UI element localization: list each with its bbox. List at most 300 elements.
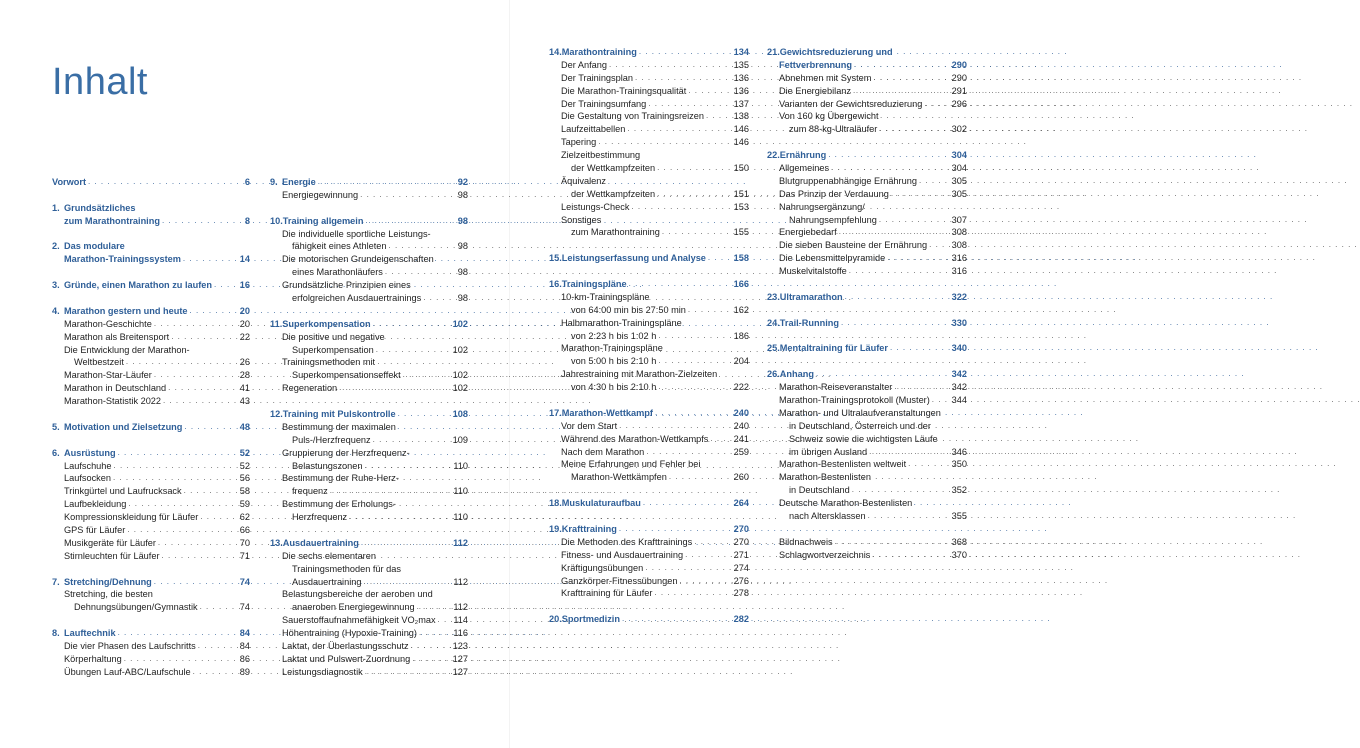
chapter-number: 1. <box>52 202 60 213</box>
toc-entry-text: Kräftigungsübungen <box>561 562 644 573</box>
toc-entry <box>270 511 468 524</box>
toc-entry <box>767 420 967 433</box>
page-number: 282 <box>733 614 749 625</box>
page-number: 98 <box>457 241 468 252</box>
dot-leader <box>932 394 950 407</box>
dot-leader <box>622 613 732 626</box>
dot-leader <box>646 446 731 459</box>
toc-entry-label <box>52 279 212 292</box>
dot-leader <box>423 292 452 305</box>
chapter-number: 6. <box>52 447 60 458</box>
toc-entry-text: von 4:30 h bis 2:10 h <box>571 382 657 393</box>
toc-entry-text: Grundsätzliche Prinzipien eines <box>282 280 411 291</box>
dot-leader <box>639 46 732 59</box>
toc-entry <box>549 291 749 304</box>
dot-leader <box>654 587 731 600</box>
page-number: 270 <box>733 523 749 534</box>
toc-entry-text: Weltbestzeit <box>74 357 124 368</box>
toc-entry <box>270 266 468 279</box>
toc-entry <box>52 460 250 473</box>
page-number: 108 <box>452 409 468 420</box>
toc-entry-text: Marathon-Reiseveranstalter <box>779 382 893 393</box>
page-number: 352 <box>951 485 967 496</box>
page-number: 127 <box>452 653 468 664</box>
page-number: 355 <box>951 511 967 522</box>
page-number: 70 <box>239 537 250 548</box>
toc-entry-label <box>549 226 660 239</box>
toc-entry-text: Körperhaltung <box>64 653 122 664</box>
dot-leader <box>128 498 234 511</box>
toc-entry-label <box>549 317 682 330</box>
toc-entry-text: Trainingsmethoden mit <box>282 357 376 368</box>
toc-entry-label <box>767 214 877 227</box>
chapter-number: 23. <box>767 291 780 302</box>
toc-entry-label <box>270 601 415 614</box>
page-number: 110 <box>453 460 468 471</box>
toc-entry <box>549 420 749 433</box>
toc-chapter-entry <box>270 318 468 331</box>
toc-entry-text: Ultramarathon <box>779 291 843 302</box>
toc-entry <box>549 72 749 85</box>
toc-entry <box>52 395 250 408</box>
toc-entry <box>52 589 250 602</box>
toc-entry-label <box>767 458 906 471</box>
page-number: 98 <box>457 293 468 303</box>
page-number: 222 <box>733 382 749 393</box>
toc-entry-text: Varianten der Gewichtsreduzierung <box>779 98 923 109</box>
toc-entry-text: Sportmedizin <box>561 614 620 625</box>
dot-leader <box>193 666 234 679</box>
toc-entry-text: Der Trainingsplan <box>561 72 634 83</box>
toc-entry <box>549 110 749 123</box>
toc-entry-label <box>52 472 111 485</box>
dot-leader <box>648 98 731 111</box>
dot-leader <box>114 460 234 473</box>
dot-leader <box>839 226 950 239</box>
toc-entry <box>767 381 967 394</box>
toc-entry-text: Kompressionskleidung für Läufer <box>64 512 199 523</box>
chapter-number: 9. <box>270 176 278 187</box>
toc-entry-text: Die sechs elementaren <box>282 550 376 561</box>
dot-leader <box>184 485 234 498</box>
page-number: 116 <box>453 628 468 639</box>
toc-entry <box>549 536 749 549</box>
toc-entry <box>270 447 468 460</box>
toc-entry-text: Nach dem Marathon <box>561 446 645 457</box>
page-number: 162 <box>733 304 749 315</box>
toc-entry-text: Marathon-Wettkampf <box>561 407 653 418</box>
toc-entry-text: Schweiz sowie die wichtigsten Läufe <box>789 433 938 444</box>
page-number: 98 <box>457 189 468 200</box>
toc-entry-label <box>270 666 363 679</box>
page-number: 296 <box>951 98 967 109</box>
toc-entry-text: Bildnachweis <box>779 536 833 547</box>
toc-entry <box>549 317 749 330</box>
toc-entry <box>270 601 468 614</box>
toc-entry-label <box>549 46 637 59</box>
toc-entry-text: Muskulaturaufbau <box>561 498 641 509</box>
toc-entry <box>767 123 967 136</box>
toc-chapter-entry <box>52 240 250 253</box>
page-number: 52 <box>239 447 250 458</box>
toc-entry-label <box>270 266 383 279</box>
dot-leader <box>162 215 234 228</box>
page-number: 290 <box>951 72 967 83</box>
toc-entry-label <box>52 601 198 614</box>
toc-entry-text: nach Altersklassen <box>789 511 866 522</box>
toc-entry <box>767 484 967 497</box>
toc-entry-text: Krafttraining <box>561 523 617 534</box>
toc-entry-text: zum Marathontraining <box>571 227 660 238</box>
toc-entry <box>549 175 749 188</box>
toc-entry-text: Die Methoden des Krafttrainings <box>561 536 693 547</box>
page-number: 166 <box>733 279 749 290</box>
page-number: 84 <box>239 628 250 639</box>
toc-entry <box>270 369 468 382</box>
dot-leader <box>609 59 732 72</box>
toc-entry-label <box>767 381 892 394</box>
page-number: 271 <box>733 549 749 560</box>
toc-entry <box>52 601 250 614</box>
chapter-number: 10. <box>270 215 283 226</box>
toc-entry-text: Lauftechnik <box>64 628 116 639</box>
toc-entry-text: zum 88-kg-Ultraläufer <box>789 124 878 135</box>
toc-entry-label <box>270 344 374 357</box>
dot-leader <box>831 162 950 175</box>
toc-entry <box>549 149 749 162</box>
chapter-number: 5. <box>52 421 60 432</box>
page-number: 304 <box>951 163 967 173</box>
page-number: 204 <box>733 356 749 367</box>
toc-entry-label <box>270 511 347 524</box>
toc-entry-text: Trainingspläne <box>561 279 627 290</box>
dot-leader <box>657 188 732 201</box>
toc-entry-label <box>549 446 644 459</box>
toc-entry <box>52 472 250 485</box>
page-number: 98 <box>457 267 468 278</box>
toc-entry-label <box>549 291 650 304</box>
toc-chapter-entry <box>270 537 468 550</box>
toc-entry <box>767 214 967 227</box>
toc-entry-label <box>270 614 436 627</box>
toc-entry-label <box>549 355 656 368</box>
toc-entry-text: Die positive und negative <box>282 331 385 342</box>
chapter-number: 17. <box>549 407 562 418</box>
dot-leader <box>385 266 452 279</box>
toc-entry <box>767 226 967 239</box>
dot-leader <box>879 123 949 136</box>
page-number: 56 <box>239 473 250 484</box>
toc-entry-text: Meine Erfahrungen und Fehler bei <box>561 459 701 470</box>
toc-entry-label <box>549 407 653 420</box>
toc-column-4 <box>767 46 967 562</box>
toc-entry-label <box>767 484 850 497</box>
page-number: 41 <box>239 383 250 394</box>
page-number: 342 <box>951 382 967 393</box>
toc-entry-label <box>52 318 152 331</box>
dot-leader <box>126 356 234 369</box>
dot-leader <box>710 433 731 446</box>
toc-entry-text: Grundsätzliches <box>64 202 136 213</box>
toc-entry <box>270 292 468 305</box>
dot-leader <box>361 537 451 550</box>
toc-entry-text: fähigkeit eines Athleten <box>292 241 387 252</box>
toc-entry-text: Gründe, einen Marathon zu laufen <box>64 280 213 291</box>
toc-entry-label <box>767 239 927 252</box>
toc-column-3 <box>549 46 749 626</box>
toc-entry <box>549 471 749 484</box>
toc-entry <box>270 189 468 202</box>
page-number: 102 <box>452 370 468 381</box>
toc-entry <box>549 342 749 355</box>
toc-entry <box>52 640 250 653</box>
page-number: 259 <box>733 446 749 457</box>
toc-entry <box>270 640 468 653</box>
toc-entry <box>270 563 468 576</box>
page-number: 136 <box>733 72 749 83</box>
page-title: Inhalt <box>52 61 148 104</box>
toc-entry-label <box>52 588 153 601</box>
toc-entry-text: Leistungserfassung und Analyse <box>561 253 706 264</box>
toc-entry-text: Das modulare <box>64 241 125 252</box>
toc-entry-label <box>270 369 401 382</box>
toc-entry <box>549 381 749 394</box>
page-number: 71 <box>239 550 250 561</box>
toc-entry-label <box>549 523 617 536</box>
toc-entry-text: von 5:00 h bis 2:10 h <box>571 356 657 367</box>
toc-entry-label <box>549 330 656 343</box>
page-number: 135 <box>733 59 749 70</box>
toc-entry-text: Marathon-Star-Läufer <box>64 370 152 381</box>
toc-entry <box>270 576 468 589</box>
toc-entry-label <box>52 356 124 369</box>
toc-entry-label <box>270 215 363 228</box>
page-number: 127 <box>452 666 468 677</box>
dot-leader <box>214 279 234 292</box>
toc-entry <box>52 318 250 331</box>
toc-entry-label <box>270 576 361 589</box>
toc-entry <box>270 614 468 627</box>
toc-chapter-entry <box>549 613 749 626</box>
page-number: 138 <box>733 111 749 122</box>
chapter-number: 2. <box>52 241 60 252</box>
toc-entry-text: Sauerstoffaufnahmefähigkeit VO₂max <box>282 615 436 626</box>
toc-entry <box>767 407 967 420</box>
page-number: 158 <box>733 253 749 264</box>
toc-entry <box>270 498 468 511</box>
toc-entry <box>549 330 749 343</box>
toc-entry <box>270 331 468 344</box>
toc-entry-label <box>52 382 166 395</box>
toc-entry <box>270 356 468 369</box>
toc-entry-label <box>52 524 125 537</box>
chapter-number: 14. <box>549 46 562 57</box>
toc-entry-text: Krafttraining für Läufer <box>561 588 653 599</box>
toc-entry <box>549 59 749 72</box>
toc-entry-text: der Wettkampfzeiten <box>571 188 656 199</box>
toc-entry <box>549 549 749 562</box>
toc-entry-label <box>549 420 617 433</box>
toc-entry-text: Die sieben Bausteine der Ernährung <box>779 240 928 251</box>
toc-entry-label <box>52 653 122 666</box>
toc-entry-text: von 64:00 min bis 27:50 min <box>571 304 686 315</box>
toc-entry <box>52 550 250 563</box>
toc-entry-label <box>767 162 829 175</box>
toc-entry-text: Dehnungsübungen/Gymnastik <box>74 602 198 613</box>
toc-entry-text: Training mit Pulskontrolle <box>282 409 396 420</box>
toc-entry-label <box>767 510 866 523</box>
toc-entry-label <box>52 240 125 253</box>
page-number: 264 <box>733 498 749 509</box>
page-number: 344 <box>951 395 967 406</box>
toc-chapter-entry <box>767 149 967 162</box>
dot-leader <box>619 523 732 536</box>
toc-chapter-entry <box>52 202 250 215</box>
toc-entry-label <box>549 304 686 317</box>
toc-entry <box>52 253 250 266</box>
toc-entry <box>767 510 967 523</box>
toc-entry <box>549 98 749 111</box>
toc-entry <box>549 587 749 600</box>
toc-entry-label <box>52 537 156 550</box>
toc-entry-text: Leistungsdiagnostik <box>282 666 363 677</box>
toc-entry-label <box>52 627 116 640</box>
toc-entry <box>767 188 967 201</box>
toc-entry-text: Regeneration <box>282 383 338 394</box>
toc-entry-label <box>270 563 401 576</box>
toc-entry-label <box>270 537 359 550</box>
toc-entry <box>549 226 749 239</box>
toc-entry <box>270 344 468 357</box>
page-number: 240 <box>733 407 749 418</box>
page-number: 342 <box>951 369 967 380</box>
toc-entry-text: frequenz <box>292 486 328 497</box>
toc-entry <box>549 136 749 149</box>
toc-entry <box>549 355 749 368</box>
toc-entry <box>52 356 250 369</box>
page-number: 304 <box>951 150 967 161</box>
toc-entry-label <box>549 613 620 626</box>
chapter-number: 19. <box>549 523 562 534</box>
toc-chapter-entry <box>270 215 468 228</box>
dot-leader <box>658 381 731 394</box>
toc-entry-text: Deutsche Marathon-Bestenlisten <box>779 498 913 509</box>
toc-entry-label <box>549 110 704 123</box>
toc-entry-label <box>270 550 376 563</box>
dot-leader <box>643 497 732 510</box>
toc-entry-label <box>767 85 851 98</box>
toc-entry <box>549 446 749 459</box>
page-number: 26 <box>239 357 250 368</box>
toc-entry-text: Marathontraining <box>561 46 637 57</box>
dot-leader <box>154 318 234 331</box>
page-number: 340 <box>951 343 967 354</box>
toc-entry <box>270 653 468 666</box>
toc-entry-text: Der Anfang <box>561 59 607 70</box>
toc-entry <box>549 162 749 175</box>
page-number: 137 <box>733 98 749 109</box>
toc-entry-text: Nahrungsempfehlung <box>789 214 877 225</box>
toc-entry-text: 10-km-Trainingspläne <box>561 291 650 302</box>
dot-leader <box>853 85 950 98</box>
toc-entry-label <box>52 395 161 408</box>
toc-entry-text: Marathon-Bestenlisten weltweit <box>779 459 907 470</box>
dot-leader <box>200 511 234 524</box>
dot-leader <box>845 291 950 304</box>
toc-entry-label <box>52 640 196 653</box>
toc-entry-text: Belastungszonen <box>292 460 363 471</box>
page-number: 74 <box>239 576 250 587</box>
dot-leader <box>891 188 950 201</box>
toc-entry-text: Die Entwicklung der Marathon- <box>64 344 190 355</box>
dot-leader <box>438 614 452 627</box>
dot-leader <box>645 562 731 575</box>
page-number: 330 <box>951 317 967 328</box>
toc-entry-text: Während des Marathon-Wettkampfs <box>561 433 709 444</box>
page-number: 155 <box>733 227 749 238</box>
toc-entry-label <box>767 72 871 85</box>
toc-entry-text: Ganzkörper-Fitnessübungen <box>561 575 678 586</box>
toc-entry <box>270 240 468 253</box>
toc-entry-label <box>549 175 606 188</box>
page-number: 58 <box>239 486 250 497</box>
toc-entry <box>270 485 468 498</box>
toc-entry-label <box>549 149 640 162</box>
toc-entry-text: Marathon-Statistik 2022 <box>64 396 162 407</box>
dot-leader <box>924 98 949 111</box>
page-number: 260 <box>733 472 749 483</box>
page-number: 291 <box>951 85 967 96</box>
toc-entry-text: Die Energiebilanz <box>779 85 852 96</box>
toc-entry <box>767 85 967 98</box>
toc-entry-text: Ausdauertraining <box>282 537 359 548</box>
page-number: 136 <box>733 85 749 96</box>
toc-entry-label <box>767 471 871 484</box>
page-number: 112 <box>453 602 468 613</box>
toc-entry-label <box>270 460 363 473</box>
page-number: 241 <box>733 433 749 444</box>
chapter-number: 11. <box>270 318 283 329</box>
toc-entry <box>52 537 250 550</box>
toc-entry-text: Laufzeittabellen <box>561 124 626 135</box>
toc-entry-label <box>270 640 409 653</box>
dot-leader <box>200 601 234 614</box>
dot-leader <box>171 331 234 344</box>
toc-entry-text: Laktat und Pulswert-Zuordnung <box>282 653 411 664</box>
toc-entry-text: Übungen Lauf-ABC/Laufschule <box>64 666 191 677</box>
chapter-number: 4. <box>52 305 60 316</box>
toc-entry-text: Die individuelle sportliche Leistungs- <box>282 228 431 239</box>
toc-entry <box>52 176 250 189</box>
toc-entry-label <box>52 253 181 266</box>
page-number: 48 <box>239 421 250 432</box>
dot-leader <box>330 485 452 498</box>
dot-leader <box>403 369 451 382</box>
page-number: 6 <box>244 176 250 187</box>
toc-entry-text: Marathon-Trainingsprotokoll (Muster) <box>779 395 930 406</box>
toc-chapter-entry <box>52 627 250 640</box>
toc-entry-label <box>549 368 717 381</box>
toc-entry-text: Von 160 kg Übergewicht <box>779 111 879 122</box>
toc-entry <box>767 433 967 446</box>
toc-entry-text: Bestimmung der Erholungs- <box>282 499 396 510</box>
dot-leader <box>598 136 731 149</box>
toc-entry <box>549 201 749 214</box>
toc-entry-label <box>549 562 643 575</box>
toc-entry <box>270 279 468 292</box>
dot-leader <box>879 214 950 227</box>
toc-entry-label <box>52 550 160 563</box>
